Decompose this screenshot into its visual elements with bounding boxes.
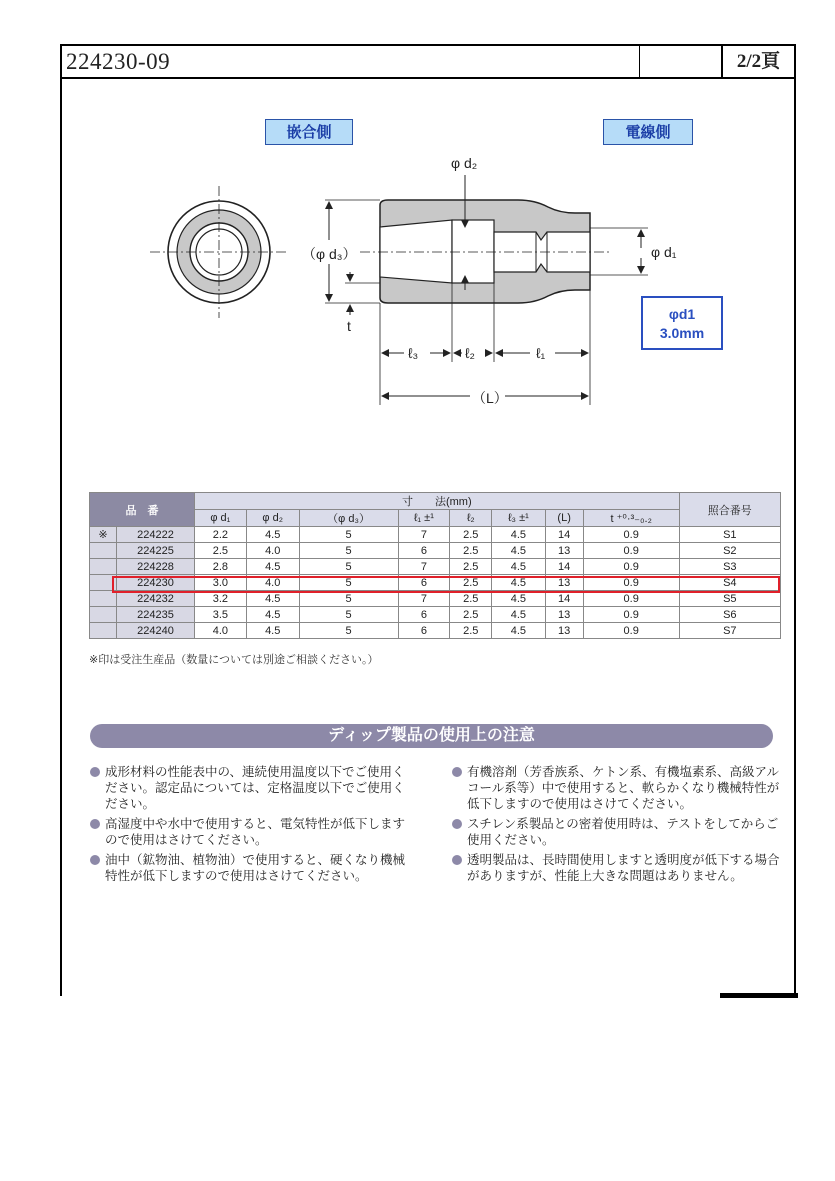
match-number: S5 bbox=[679, 591, 780, 607]
dimension-cell: 6 bbox=[398, 607, 450, 623]
dimension-cell: 4.5 bbox=[492, 591, 545, 607]
col-header: φ d₁ bbox=[195, 510, 247, 527]
dimension-cell: 4.5 bbox=[246, 527, 299, 543]
page-number: 2/2頁 bbox=[721, 46, 794, 77]
dimension-cell: 4.5 bbox=[492, 623, 545, 639]
dimension-cell: 5 bbox=[299, 623, 398, 639]
note-text: スチレン系製品との密着使用時は、テストをしてからご使用ください。 bbox=[467, 817, 779, 847]
part-code: 224222 bbox=[117, 527, 195, 543]
dimension-cell: 3.5 bbox=[195, 607, 247, 623]
dimension-cell: 2.5 bbox=[450, 623, 492, 639]
dimension-cell: 0.9 bbox=[583, 623, 679, 639]
made-to-order-mark bbox=[90, 623, 117, 639]
match-number: S6 bbox=[679, 607, 780, 623]
match-number: S4 bbox=[679, 575, 780, 591]
dimension-cell: 14 bbox=[545, 591, 583, 607]
dimension-cell: 0.9 bbox=[583, 591, 679, 607]
dimension-cell: 5 bbox=[299, 559, 398, 575]
match-number: S7 bbox=[679, 623, 780, 639]
match-number: S1 bbox=[679, 527, 780, 543]
part-drawing bbox=[140, 150, 660, 420]
table-row bbox=[90, 607, 781, 623]
end-view bbox=[150, 186, 288, 318]
dimension-cell: 4.5 bbox=[492, 575, 545, 591]
dimension-cell: 3.2 bbox=[195, 591, 247, 607]
note-item bbox=[90, 852, 415, 884]
dimension-cell: 13 bbox=[545, 543, 583, 559]
dimension-cell: 4.5 bbox=[246, 591, 299, 607]
dimension-cell: 0.9 bbox=[583, 575, 679, 591]
spec-callout-line1: φd1 bbox=[668, 306, 696, 322]
dimension-cell: 4.5 bbox=[492, 559, 545, 575]
bullet-icon bbox=[90, 819, 100, 829]
dimension-cell: 7 bbox=[398, 591, 450, 607]
note-text: 高湿度中や水中で使用すると、電気特性が低下しますので使用はさけてください。 bbox=[105, 817, 406, 847]
dimension-cell: 6 bbox=[398, 623, 450, 639]
dimension-cell: 0.9 bbox=[583, 559, 679, 575]
dimension-cell: 4.5 bbox=[246, 623, 299, 639]
made-to-order-mark: ※ bbox=[90, 527, 117, 543]
dimension-cell: 2.5 bbox=[450, 559, 492, 575]
part-code: 224232 bbox=[117, 591, 195, 607]
note-item bbox=[452, 816, 782, 848]
label-l2: ℓ₂ bbox=[465, 345, 475, 361]
dimension-cell: 13 bbox=[545, 623, 583, 639]
note-text: 油中（鉱物油、植物油）で使用すると、硬くなり機械特性が低下しますので使用はさけてください。 bbox=[105, 853, 406, 883]
note-item bbox=[90, 764, 415, 812]
spec-callout-line2: 3.0mm bbox=[659, 325, 705, 341]
bullet-icon bbox=[90, 855, 100, 865]
table-row bbox=[90, 559, 781, 575]
note-text: 成形材料の性能表中の、連続使用温度以下でご使用ください。認定品については、定格温度以下でご使用ください。 bbox=[105, 765, 405, 811]
label-d2: φ d₂ bbox=[451, 155, 478, 171]
table-row bbox=[90, 527, 781, 543]
dimension-cell: 5 bbox=[299, 591, 398, 607]
document-id: 224230-09 bbox=[66, 49, 171, 74]
dimension-cell: 2.5 bbox=[195, 543, 247, 559]
dimension-cell: 4.5 bbox=[246, 559, 299, 575]
tag-mating-side: 嵌合側 bbox=[265, 119, 353, 145]
part-code: 224225 bbox=[117, 543, 195, 559]
dimension-cell: 7 bbox=[398, 527, 450, 543]
dimension-cell: 3.0 bbox=[195, 575, 247, 591]
part-code: 224240 bbox=[117, 623, 195, 639]
dimension-cell: 4.0 bbox=[246, 575, 299, 591]
dimension-cell: 2.5 bbox=[450, 591, 492, 607]
label-l3: ℓ₃ bbox=[408, 345, 419, 361]
dimension-cell: 6 bbox=[398, 543, 450, 559]
dimension-cell: 4.0 bbox=[246, 543, 299, 559]
dimension-cell: 6 bbox=[398, 575, 450, 591]
made-to-order-mark bbox=[90, 607, 117, 623]
bullet-icon bbox=[452, 855, 462, 865]
dimension-cell: 14 bbox=[545, 527, 583, 543]
label-L: （L） bbox=[472, 390, 508, 406]
dimension-cell: 0.9 bbox=[583, 607, 679, 623]
dimension-cell: 5 bbox=[299, 575, 398, 591]
label-d3: （φ d₃） bbox=[302, 246, 357, 262]
made-to-order-mark bbox=[90, 543, 117, 559]
dimension-cell: 5 bbox=[299, 543, 398, 559]
table-row bbox=[90, 543, 781, 559]
col-header: t ⁺⁰·³₋₀.₂ bbox=[583, 510, 679, 527]
dimension-cell: 2.8 bbox=[195, 559, 247, 575]
part-code: 224235 bbox=[117, 607, 195, 623]
code-header: 品 番 bbox=[90, 493, 195, 527]
title-block-blank-cell bbox=[639, 46, 722, 77]
dimension-cell: 2.5 bbox=[450, 607, 492, 623]
note-item bbox=[90, 816, 415, 848]
match-number: S2 bbox=[679, 543, 780, 559]
dimension-cell: 14 bbox=[545, 559, 583, 575]
dimension-table bbox=[89, 492, 781, 639]
title-block bbox=[62, 46, 794, 79]
dimension-cell: 4.0 bbox=[195, 623, 247, 639]
dimension-cell: 4.5 bbox=[492, 543, 545, 559]
table-row bbox=[90, 623, 781, 639]
note-item bbox=[452, 764, 782, 812]
label-l1: ℓ₁ bbox=[536, 345, 546, 361]
tag-wire-side: 電線側 bbox=[603, 119, 693, 145]
label-t: t bbox=[347, 318, 351, 334]
selected-row-highlight bbox=[112, 576, 780, 593]
note-text: 透明製品は、長時間使用しますと透明度が低下する場合がありますが、性能上大きな問題はありません。 bbox=[467, 853, 780, 883]
bullet-icon bbox=[452, 819, 462, 829]
made-to-order-mark bbox=[90, 559, 117, 575]
dimension-header: 寸 法(mm) bbox=[195, 493, 680, 510]
spec-callout bbox=[641, 296, 723, 350]
note-item bbox=[452, 852, 782, 884]
col-header: ℓ₂ bbox=[450, 510, 492, 527]
bottom-bar bbox=[720, 993, 798, 998]
dimension-cell: 4.5 bbox=[492, 527, 545, 543]
part-code: 224230 bbox=[117, 575, 195, 591]
match-number: S3 bbox=[679, 559, 780, 575]
dimension-cell: 2.5 bbox=[450, 575, 492, 591]
col-header: ℓ₁ ±¹ bbox=[398, 510, 450, 527]
dimension-cell: 4.5 bbox=[492, 607, 545, 623]
side-view bbox=[325, 175, 648, 405]
dimension-cell: 13 bbox=[545, 607, 583, 623]
col-header: （φ d₃） bbox=[299, 510, 398, 527]
part-code: 224228 bbox=[117, 559, 195, 575]
col-header: ℓ₃ ±¹ bbox=[492, 510, 545, 527]
label-d1: φ d₁ bbox=[651, 244, 677, 260]
table-footnote: ※印は受注生産品（数量については別途ご相談ください。） bbox=[89, 654, 379, 666]
col-header: (L) bbox=[545, 510, 583, 527]
match-header: 照合番号 bbox=[679, 493, 780, 527]
notes-title: ディップ製品の使用上の注意 bbox=[90, 724, 773, 748]
dimension-cell: 2.2 bbox=[195, 527, 247, 543]
dimension-cell: 2.5 bbox=[450, 543, 492, 559]
dimension-cell: 4.5 bbox=[246, 607, 299, 623]
col-header: φ d₂ bbox=[246, 510, 299, 527]
bullet-icon bbox=[90, 767, 100, 777]
dimension-cell: 5 bbox=[299, 607, 398, 623]
dimension-cell: 13 bbox=[545, 575, 583, 591]
dimension-cell: 0.9 bbox=[583, 527, 679, 543]
dimension-cell: 0.9 bbox=[583, 543, 679, 559]
dimension-cell: 2.5 bbox=[450, 527, 492, 543]
bullet-icon bbox=[452, 767, 462, 777]
dimension-cell: 5 bbox=[299, 527, 398, 543]
notes-right bbox=[452, 764, 782, 888]
dimension-cell: 7 bbox=[398, 559, 450, 575]
note-text: 有機溶剤（芳香族系、ケトン系、有機塩素系、高級アルコール系等）中で使用すると、軟らかくなり機械特性が低下しますので使用はさけてください。 bbox=[467, 765, 780, 811]
notes-left bbox=[90, 764, 415, 888]
